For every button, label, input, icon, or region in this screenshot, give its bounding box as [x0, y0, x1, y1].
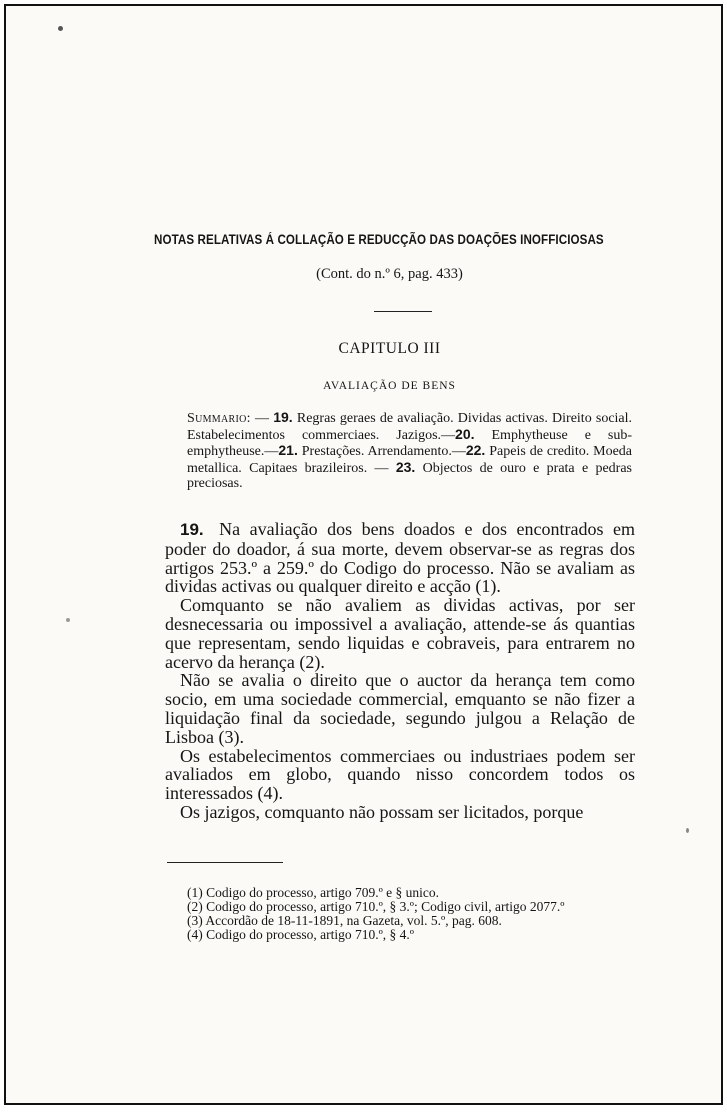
continuation-note: (Cont. do n.º 6, pag. 433): [316, 266, 463, 282]
section-heading: AVALIAÇÃO DE BENS: [323, 380, 456, 392]
body-text: [165, 520, 635, 822]
summary-item-text: Emphytheuse e sub-emphytheuse.: [187, 427, 633, 459]
paragraph: Os estabelecimentos commerciaes ou industriaes podem ser avaliados em globo, quando nisso concordem todos os interessados (4).: [165, 745, 635, 804]
footnotes: [187, 886, 627, 942]
paragraph: Os jazigos, comquanto não possam ser licitados, porque: [180, 801, 584, 822]
ink-speck: [58, 26, 63, 31]
footnote: (4) Codigo do processo, artigo 710.º, § 4.º: [187, 927, 414, 942]
summary-item-number: 22.: [465, 442, 486, 458]
divider-rule: [374, 311, 432, 312]
footnote: (2) Codigo do processo, artigo 710.º, § 3.º; Codigo civil, artigo 2077.º: [187, 899, 565, 914]
paragraph: Não se avalia o direito que o auctor da herança tem como socio, em uma sociedade commercial, emquanto se não fizer a liquidação final da sociedade, segundo julgou a Relação de Lisboa (3).: [165, 670, 635, 747]
footnote: (3) Accordão de 18-11-1891, na Gazeta, vol. 5.º, pag. 608.: [187, 913, 502, 928]
summary-item-text: Objectos de ouro e prata e pedras preciosas.: [187, 460, 633, 491]
summary-item-text: Regras geraes de avaliação. Dividas activas. Direito social. Estabelecimentos commerciaes. Jazigos.: [187, 411, 633, 443]
footnote: (1) Codigo do processo, artigo 709.º e § unico.: [187, 885, 440, 900]
summary-item-number: 19.: [273, 409, 293, 425]
summary-block: Summario: — 19. Regras geraes de avaliação. Dividas activas. Direito social. Estabelecimentos commerciaes. Jazigos.—20. Emphytheuse e sub-emphytheuse.—21. Prestações. Arrendamento.—22. Papeis de credito. Moeda metallica. Capitaes brazileiros. — 23. Objectos de ouro e prata e pedras preciosas.: [187, 409, 633, 491]
paragraph: [165, 520, 635, 596]
summary-item-text: Prestações. Arrendamento.: [301, 444, 452, 459]
summary-item-number: 20.: [455, 425, 475, 442]
ink-speck: [66, 618, 70, 622]
document-page: [4, 4, 723, 1105]
chapter-heading: CAPITULO III: [338, 340, 441, 357]
section-number: 19.: [180, 520, 204, 539]
summary-item-text: Papeis de credito. Moeda metallica. Capitaes brazileiros.: [187, 444, 633, 476]
summary-item-number: 23.: [395, 458, 416, 475]
paragraph: Comquanto se não avaliem as dividas activas, por ser desnecessaria ou impossivel a avaliação, attende-se ás quantias que representam, sendo liquidas e cobraveis, para entrarem no acervo da herança (2).: [165, 595, 635, 672]
footnote-rule: [167, 862, 283, 863]
ink-speck: [686, 828, 689, 833]
summary-item-number: 21.: [278, 442, 298, 458]
paragraph-text: Na avaliação dos bens doados e dos encontrados em poder do doador, á sua morte, devem observar-se as regras dos artigos 253.º a 259.º do Codigo do processo. Não se avaliam as dividas activas ou qualquer direito e acção (1).: [165, 519, 635, 597]
summary-label: Summario:: [187, 411, 251, 426]
article-title: NOTAS RELATIVAS Á COLLAÇÃO E REDUCÇÃO DAS DOAÇÕES INOFFICIOSAS: [154, 232, 604, 247]
